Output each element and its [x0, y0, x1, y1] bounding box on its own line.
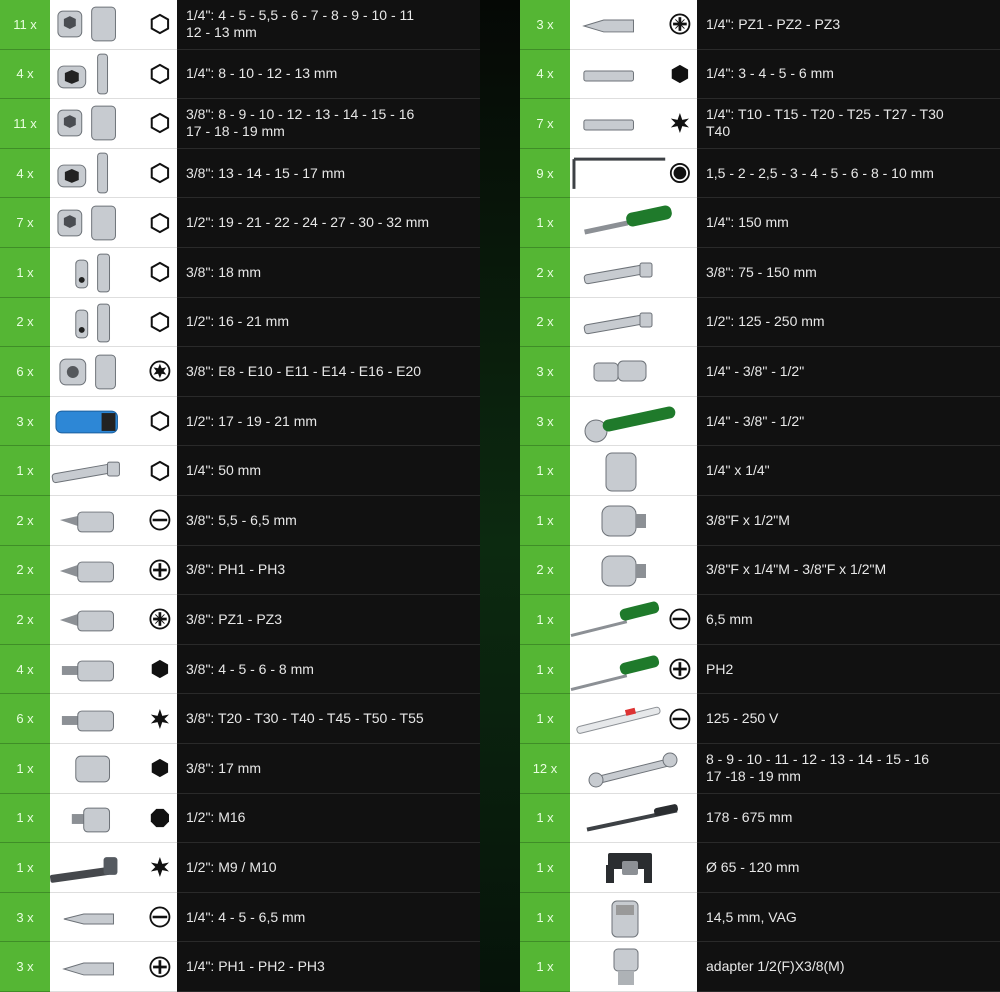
phillips-profile-icon — [669, 658, 691, 680]
slotted-profile-icon — [669, 708, 691, 730]
tool-image — [50, 50, 177, 100]
tool-image — [570, 149, 697, 199]
telescopic-magnet-icon — [573, 796, 691, 840]
tool-description: 1/4": 8 - 10 - 12 - 13 mm — [177, 50, 480, 100]
octagon-solid-profile-icon — [149, 807, 171, 829]
quantity-label: 7 x — [0, 198, 50, 248]
tool-description: 1/2": M9 / M10 — [177, 843, 480, 893]
tool-row — [0, 694, 480, 744]
quantity-label: 1 x — [520, 794, 570, 844]
tool-image — [50, 645, 177, 695]
socket-set-icon — [50, 2, 149, 46]
hexagon-outline-profile-icon — [149, 311, 171, 333]
socket-adapter-icon — [573, 498, 691, 542]
tool-description: 1/2": 125 - 250 mm — [697, 298, 1000, 348]
quantity-label: 4 x — [0, 149, 50, 199]
spline-solid-profile-icon — [149, 856, 171, 878]
hexagon-outline-profile-icon — [149, 162, 171, 184]
quantity-label: 1 x — [0, 248, 50, 298]
slotted-profile-icon — [149, 906, 171, 928]
tool-row — [520, 694, 1000, 744]
tool-row — [0, 298, 480, 348]
tool-row — [0, 546, 480, 596]
tool-image — [50, 744, 177, 794]
tool-description: 1/2": 16 - 21 mm — [177, 298, 480, 348]
tool-image — [570, 496, 697, 546]
tool-row — [0, 744, 480, 794]
hexagon-outline-profile-icon — [149, 63, 171, 85]
tool-row — [520, 744, 1000, 794]
tool-description: 3/8"F x 1/2"M — [697, 496, 1000, 546]
quantity-label: 3 x — [0, 397, 50, 447]
tool-image — [570, 942, 697, 992]
tool-image — [570, 595, 697, 645]
quantity-label: 2 x — [520, 546, 570, 596]
tool-image — [570, 893, 697, 943]
oil-filter-wrench-icon — [573, 845, 691, 889]
quantity-label: 1 x — [520, 446, 570, 496]
tool-description: 1/4" - 3/8" - 1/2" — [697, 397, 1000, 447]
extension-bar-icon — [573, 300, 691, 344]
tool-image — [570, 99, 697, 149]
tool-description: 3/8": 8 - 9 - 10 - 12 - 13 - 14 - 15 - 16 17 - 18 - 19 mm — [177, 99, 480, 149]
tool-image — [570, 446, 697, 496]
quantity-label: 4 x — [0, 645, 50, 695]
tool-description: 3/8": 75 - 150 mm — [697, 248, 1000, 298]
pozidriv-profile-icon — [669, 13, 691, 35]
tool-row — [0, 99, 480, 149]
tool-image — [570, 694, 697, 744]
screwdriver-phillips-icon — [570, 647, 669, 691]
tool-description: 125 - 250 V — [697, 694, 1000, 744]
tool-image — [50, 843, 177, 893]
ratchet-icon — [573, 399, 691, 443]
quantity-label: 7 x — [520, 99, 570, 149]
quantity-label: 4 x — [0, 50, 50, 100]
tool-description: 3/8": 17 mm — [177, 744, 480, 794]
tool-description: 3/8": 5,5 - 6,5 mm — [177, 496, 480, 546]
quantity-label: 11 x — [0, 99, 50, 149]
tool-description: 8 - 9 - 10 - 11 - 12 - 13 - 14 - 15 - 16 17 -18 - 19 mm — [697, 744, 1000, 794]
tool-image — [50, 149, 177, 199]
tool-image — [570, 843, 697, 893]
screwdriver-handle-icon — [573, 201, 691, 245]
spark-plug-socket-icon — [50, 300, 149, 344]
tool-image — [570, 645, 697, 695]
quantity-label: 1 x — [520, 942, 570, 992]
torx-outline-profile-icon — [149, 360, 171, 382]
quantity-label: 1 x — [520, 645, 570, 695]
hexagon-solid-profile-icon — [149, 658, 171, 680]
tool-description: 3/8"F x 1/4"M - 3/8"F x 1/2"M — [697, 546, 1000, 596]
quantity-label: 6 x — [0, 694, 50, 744]
tool-description: 1/4": T10 - T15 - T20 - T25 - T27 - T30 T40 — [697, 99, 1000, 149]
tool-description: 3/8": PH1 - PH3 — [177, 546, 480, 596]
impact-socket-icon — [50, 399, 149, 443]
tool-image — [570, 50, 697, 100]
quantity-label: 1 x — [520, 893, 570, 943]
tool-row — [520, 397, 1000, 447]
quantity-label: 2 x — [0, 496, 50, 546]
column-divider — [480, 0, 520, 992]
tool-description: 1,5 - 2 - 2,5 - 3 - 4 - 5 - 6 - 8 - 10 mm — [697, 149, 1000, 199]
quantity-label: 3 x — [520, 0, 570, 50]
tool-description: 1/2": 17 - 19 - 21 mm — [177, 397, 480, 447]
tool-image — [570, 744, 697, 794]
deep-socket-set-icon — [50, 151, 149, 195]
hexagon-outline-profile-icon — [149, 212, 171, 234]
quantity-label: 1 x — [0, 446, 50, 496]
bit-adapter-icon — [573, 449, 691, 493]
tool-image — [50, 794, 177, 844]
universal-joint-icon — [573, 349, 691, 393]
screwdriver-bit-hex-icon — [570, 52, 669, 96]
hexagon-outline-profile-icon — [149, 13, 171, 35]
hexagon-outline-profile-icon — [149, 261, 171, 283]
tool-row — [0, 794, 480, 844]
tool-description: 1/2": M16 — [177, 794, 480, 844]
quantity-label: 9 x — [520, 149, 570, 199]
tool-row — [0, 942, 480, 992]
deep-socket-set-icon — [50, 52, 149, 96]
tool-description: 14,5 mm, VAG — [697, 893, 1000, 943]
bit-socket-torx-icon — [50, 697, 149, 741]
bit-socket-hex-short-icon — [50, 746, 149, 790]
tool-row — [0, 595, 480, 645]
tool-description: 1/4": 50 mm — [177, 446, 480, 496]
tool-image — [50, 0, 177, 50]
tool-row — [520, 942, 1000, 992]
tool-description: 1/4": 4 - 5 - 5,5 - 6 - 7 - 8 - 9 - 10 - 11 12 - 13 mm — [177, 0, 480, 50]
tool-description: 1/4": 150 mm — [697, 198, 1000, 248]
tool-image — [570, 347, 697, 397]
torx-solid-profile-icon — [149, 708, 171, 730]
tool-row — [0, 446, 480, 496]
quantity-label: 1 x — [0, 794, 50, 844]
oil-drain-socket-icon — [573, 895, 691, 939]
tool-row — [520, 893, 1000, 943]
tool-description: 1/4" x 1/4" — [697, 446, 1000, 496]
tool-row — [520, 50, 1000, 100]
tool-row — [520, 198, 1000, 248]
tool-row — [0, 50, 480, 100]
quantity-label: 12 x — [520, 744, 570, 794]
quantity-label: 1 x — [520, 198, 570, 248]
quantity-label: 3 x — [0, 942, 50, 992]
bit-socket-hex-icon — [50, 647, 149, 691]
quantity-label: 2 x — [0, 595, 50, 645]
quantity-label: 3 x — [520, 397, 570, 447]
right-column — [520, 0, 1000, 992]
quantity-label: 2 x — [520, 298, 570, 348]
bit-socket-square-icon — [50, 796, 149, 840]
tool-image — [50, 893, 177, 943]
tool-image — [50, 248, 177, 298]
quantity-label: 2 x — [0, 546, 50, 596]
long-spline-bit-icon — [50, 845, 149, 889]
tool-row — [0, 397, 480, 447]
torx-socket-set-icon — [50, 349, 149, 393]
tool-description: 3/8": 13 - 14 - 15 - 17 mm — [177, 149, 480, 199]
tool-row — [0, 248, 480, 298]
tool-image — [50, 942, 177, 992]
quantity-label: 1 x — [520, 843, 570, 893]
quantity-label: 4 x — [520, 50, 570, 100]
tool-description: 6,5 mm — [697, 595, 1000, 645]
tool-row — [520, 0, 1000, 50]
combination-wrench-icon — [573, 746, 691, 790]
pozidriv-profile-icon — [149, 608, 171, 630]
socket-adapter-icon — [573, 548, 691, 592]
tool-description: 3/8": 4 - 5 - 6 - 8 mm — [177, 645, 480, 695]
tool-row — [520, 149, 1000, 199]
tool-row — [520, 546, 1000, 596]
quantity-label: 2 x — [0, 298, 50, 348]
tool-description: 1/4": 4 - 5 - 6,5 mm — [177, 893, 480, 943]
bit-socket-slotted-icon — [50, 498, 149, 542]
spark-plug-socket-icon — [50, 250, 149, 294]
quantity-label: 1 x — [520, 694, 570, 744]
tool-row — [0, 645, 480, 695]
quantity-label: 1 x — [0, 843, 50, 893]
quantity-label: 1 x — [520, 595, 570, 645]
tool-description: adapter 1/2(F)X3/8(M) — [697, 942, 1000, 992]
tool-image — [570, 248, 697, 298]
tool-row — [520, 248, 1000, 298]
tool-description: 1/4" - 3/8" - 1/2" — [697, 347, 1000, 397]
hexagon-outline-profile-icon — [149, 460, 171, 482]
tool-description: 178 - 675 mm — [697, 794, 1000, 844]
socket-set-icon — [50, 201, 149, 245]
tool-description: 3/8": PZ1 - PZ3 — [177, 595, 480, 645]
tool-image — [50, 198, 177, 248]
bit-socket-pozidriv-icon — [50, 597, 149, 641]
tool-image — [570, 0, 697, 50]
tool-image — [50, 397, 177, 447]
extension-bar-icon — [50, 449, 149, 493]
quantity-label: 3 x — [520, 347, 570, 397]
tool-row — [520, 99, 1000, 149]
screwdriver-slotted-icon — [570, 597, 669, 641]
tool-row — [520, 645, 1000, 695]
quantity-label: 11 x — [0, 0, 50, 50]
tool-description: Ø 65 - 120 mm — [697, 843, 1000, 893]
hexagon-solid-profile-icon — [149, 757, 171, 779]
socket-set-icon — [50, 101, 149, 145]
tool-description: 1/4": PZ1 - PZ2 - PZ3 — [697, 0, 1000, 50]
tool-row — [0, 496, 480, 546]
screwdriver-bit-slotted-icon — [50, 895, 149, 939]
drive-adapter-icon — [573, 945, 691, 989]
tool-row — [520, 794, 1000, 844]
bit-socket-phillips-icon — [50, 548, 149, 592]
quantity-label: 3 x — [0, 893, 50, 943]
extension-bar-icon — [573, 250, 691, 294]
hex-key-icon — [570, 151, 669, 195]
voltage-tester-icon — [570, 697, 669, 741]
quantity-label: 1 x — [520, 496, 570, 546]
tool-image — [570, 546, 697, 596]
tool-image — [570, 298, 697, 348]
tool-image — [570, 794, 697, 844]
tool-description: 3/8": 18 mm — [177, 248, 480, 298]
tool-description: 1/2": 19 - 21 - 22 - 24 - 27 - 30 - 32 mm — [177, 198, 480, 248]
tool-image — [50, 496, 177, 546]
tool-image — [50, 694, 177, 744]
quantity-label: 2 x — [520, 248, 570, 298]
tool-description: 1/4": 3 - 4 - 5 - 6 mm — [697, 50, 1000, 100]
tool-image — [50, 446, 177, 496]
tool-row — [0, 843, 480, 893]
tool-row — [0, 198, 480, 248]
torx-solid-profile-icon — [669, 112, 691, 134]
tool-description: 3/8": T20 - T30 - T40 - T45 - T50 - T55 — [177, 694, 480, 744]
quantity-label: 1 x — [0, 744, 50, 794]
tool-row — [520, 496, 1000, 546]
tool-description: PH2 — [697, 645, 1000, 695]
tool-row — [520, 446, 1000, 496]
circle-solid-profile-icon — [669, 162, 691, 184]
tool-row — [520, 595, 1000, 645]
tool-image — [570, 397, 697, 447]
tool-image — [50, 298, 177, 348]
screwdriver-bit-phillips-icon — [50, 945, 149, 989]
screwdriver-bit-torx-icon — [570, 101, 669, 145]
quantity-label: 6 x — [0, 347, 50, 397]
tool-row — [0, 0, 480, 50]
tool-image — [50, 99, 177, 149]
left-column — [0, 0, 480, 992]
tool-row — [0, 149, 480, 199]
hexagon-solid-profile-icon — [669, 63, 691, 85]
phillips-profile-icon — [149, 956, 171, 978]
screwdriver-bit-pozidriv-icon — [570, 2, 669, 46]
tool-description: 1/4": PH1 - PH2 - PH3 — [177, 942, 480, 992]
tool-image — [570, 198, 697, 248]
tool-image — [50, 546, 177, 596]
tool-row — [0, 893, 480, 943]
hexagon-outline-profile-icon — [149, 410, 171, 432]
tool-row — [0, 347, 480, 397]
slotted-profile-icon — [149, 509, 171, 531]
tool-description: 3/8": E8 - E10 - E11 - E14 - E16 - E20 — [177, 347, 480, 397]
tool-image — [50, 347, 177, 397]
phillips-profile-icon — [149, 559, 171, 581]
tool-row — [520, 298, 1000, 348]
tool-row — [520, 843, 1000, 893]
tool-image — [50, 595, 177, 645]
slotted-profile-icon — [669, 608, 691, 630]
tool-row — [520, 347, 1000, 397]
hexagon-outline-profile-icon — [149, 112, 171, 134]
